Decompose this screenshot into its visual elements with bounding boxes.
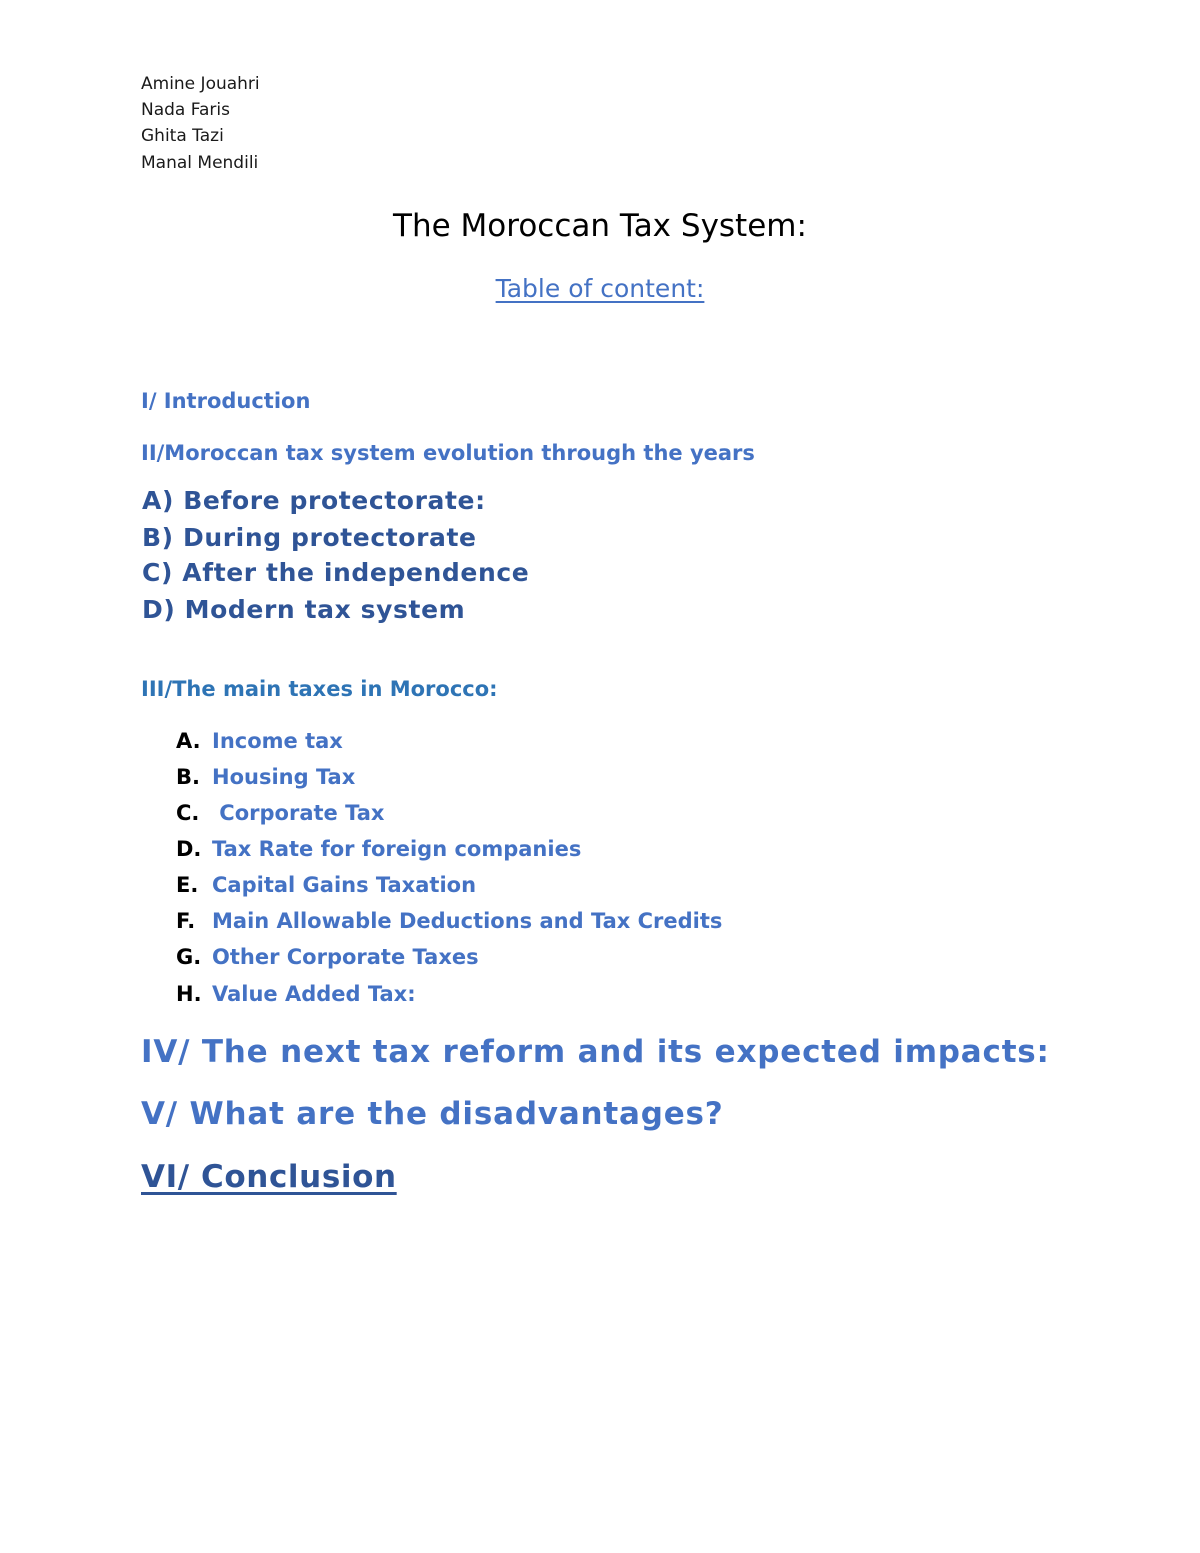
list-letter: F. — [176, 909, 196, 933]
list-label: Corporate Tax — [212, 801, 385, 825]
list-letter: C. — [176, 801, 200, 825]
toc-heading-text: Table of content: — [495, 274, 705, 303]
list-letter: H. — [176, 982, 202, 1006]
toc-heading — [0, 274, 1200, 303]
toc-list-item — [176, 729, 343, 753]
toc-section-evolution: II/Moroccan tax system evolution through the years — [141, 441, 755, 465]
document-title: The Moroccan Tax System: — [393, 208, 807, 244]
toc-section-main-taxes: III/The main taxes in Morocco: — [141, 677, 498, 701]
toc-section-reform: IV/ The next tax reform and its expected impacts: — [141, 1034, 1050, 1070]
toc-subitem: A) Before protectorate: — [142, 486, 486, 515]
list-letter: G. — [176, 945, 202, 969]
author-name: Amine Jouahri — [141, 74, 260, 94]
toc-subitem: B) During protectorate — [142, 523, 477, 552]
list-label: Income tax — [212, 729, 343, 753]
list-label: Main Allowable Deductions and Tax Credits — [212, 909, 723, 933]
toc-subitem: C) After the independence — [142, 558, 530, 587]
list-letter: D. — [176, 837, 202, 861]
author-name: Nada Faris — [141, 100, 230, 120]
toc-list-item — [176, 801, 384, 825]
list-letter: B. — [176, 765, 200, 789]
toc-list-item — [176, 765, 355, 789]
toc-subitem: D) Modern tax system — [142, 595, 466, 624]
list-label: Housing Tax — [212, 765, 356, 789]
list-label: Other Corporate Taxes — [212, 945, 479, 969]
list-label: Value Added Tax: — [212, 982, 416, 1006]
list-label: Tax Rate for foreign companies — [212, 837, 582, 861]
toc-section-intro: I/ Introduction — [141, 389, 311, 413]
toc-section-conclusion: VI/ Conclusion — [141, 1159, 397, 1195]
toc-list-item — [176, 873, 476, 897]
author-name: Manal Mendili — [141, 153, 259, 173]
toc-list-item — [176, 909, 722, 933]
toc-list-item — [176, 945, 479, 969]
list-letter: A. — [176, 729, 201, 753]
list-label: Capital Gains Taxation — [212, 873, 477, 897]
list-letter: E. — [176, 873, 199, 897]
toc-section-disadvantages: V/ What are the disadvantages? — [141, 1096, 724, 1132]
toc-list-item — [176, 837, 581, 861]
toc-list-item — [176, 982, 416, 1006]
author-name: Ghita Tazi — [141, 126, 224, 146]
